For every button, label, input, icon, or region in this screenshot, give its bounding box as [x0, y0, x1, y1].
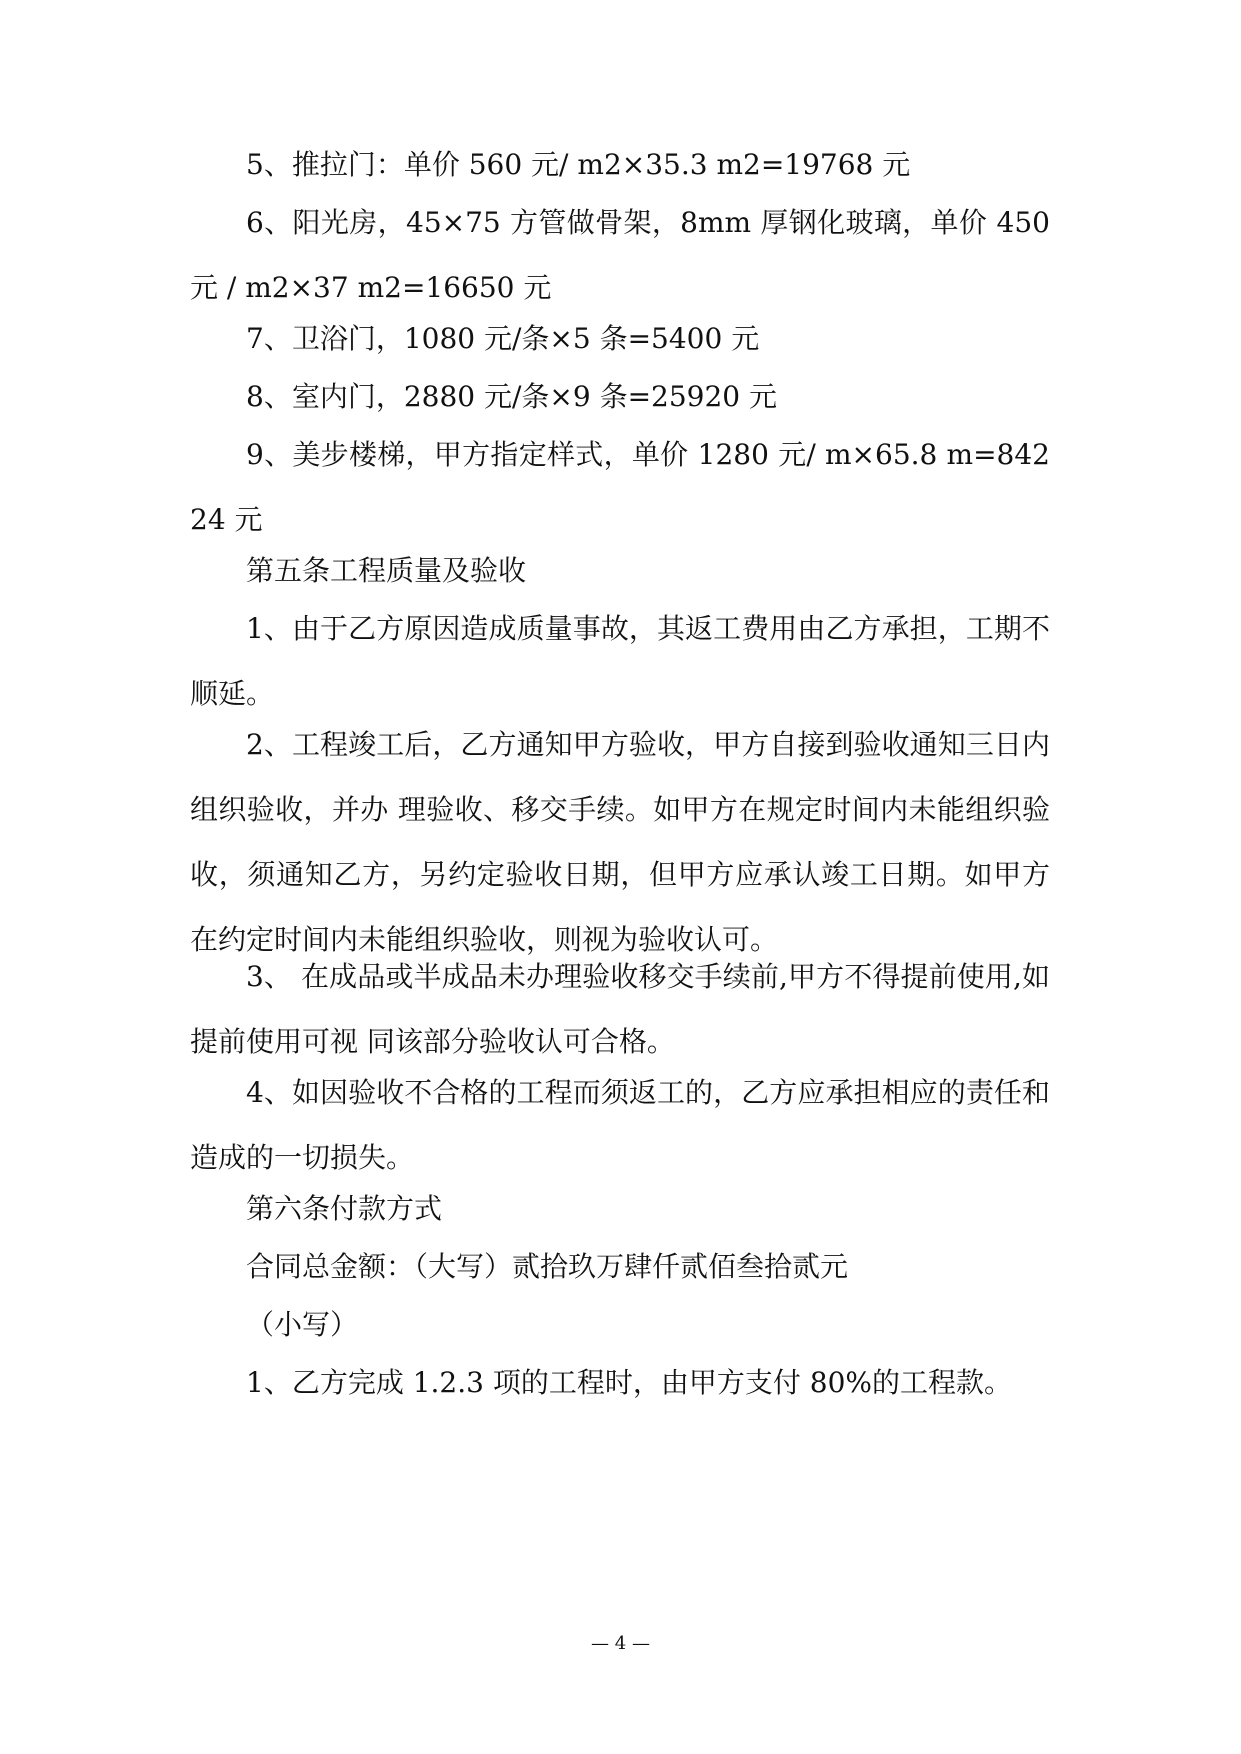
section-5-clause-4: 4、如因验收不合格的工程而须返工的，乙方应承担相应的责任和造成的一切损失。 — [190, 1076, 1050, 1174]
section-5-heading: 第五条工程质量及验收 — [246, 554, 527, 587]
item-8-interior-door: 8、室内门，2880 元/条×9 条=25920 元 — [246, 380, 778, 413]
section-5-clause-3: 3、 在成品或半成品未办理验收移交手续前,甲方不得提前使用,如提前使用可视 同该部分验收认可合格。 — [190, 960, 1050, 1058]
item-5-sliding-door: 5、推拉门：单价 560 元/ m2×35.3 m2=19768 元 — [246, 148, 911, 181]
item-7-bathroom-door: 7、卫浴门，1080 元/条×5 条=5400 元 — [246, 322, 760, 355]
item-9-staircase: 9、美步楼梯，甲方指定样式，单价 1280 元/ m×65.8 m=84224 元 — [190, 438, 1050, 536]
contract-total-uppercase: 合同总金额：（大写）贰拾玖万肆仟贰佰叁拾贰元 — [246, 1250, 849, 1283]
page-number: — 4 — — [591, 1633, 650, 1654]
section-5-clause-2: 2、工程竣工后，乙方通知甲方验收，甲方自接到验收通知三日内组织验收，并办 理验收、移交手续。如甲方在规定时间内未能组织验收，须通知乙方，另约定验收日期，但甲方应承认竣工日期。如甲方在约定时间内未能组织验收，则视为验收认可。 — [190, 728, 1050, 956]
section-6-heading: 第六条付款方式 — [246, 1192, 443, 1225]
section-5-clause-1: 1、由于乙方原因造成质量事故，其返工费用由乙方承担，工期不顺延。 — [190, 612, 1050, 710]
item-6-sunroom: 6、阳光房，45×75 方管做骨架，8mm 厚钢化玻璃，单价 450 元 / m2×37 m2=16650 元 — [190, 206, 1050, 304]
contract-total-lowercase: （小写） — [246, 1308, 359, 1341]
section-6-clause-1: 1、乙方完成 1.2.3 项的工程时，由甲方支付 80%的工程款。 — [246, 1366, 1012, 1399]
